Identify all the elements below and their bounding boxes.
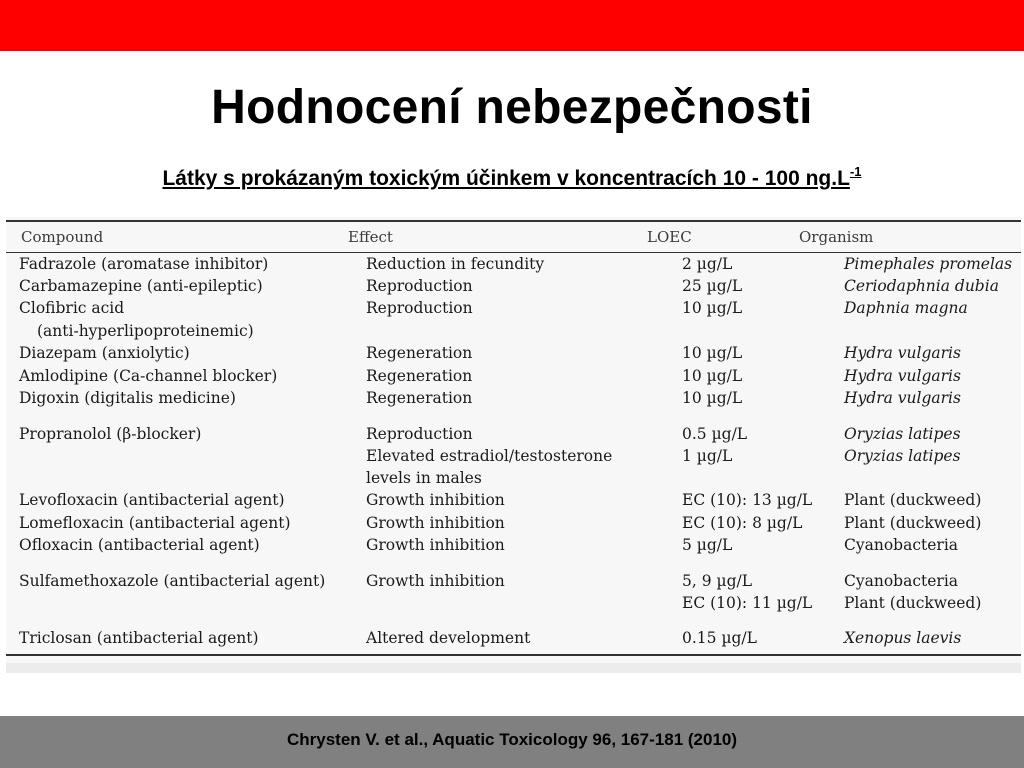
cell-loec: 10 µg/L (682, 344, 743, 362)
header-compound: Compound (21, 228, 104, 246)
cell-effect: Altered development (366, 629, 531, 647)
cell-loec: 10 µg/L (682, 299, 743, 317)
cell-effect: Regeneration (366, 367, 473, 385)
cell-effect: Growth inhibition (366, 536, 505, 554)
cell-effect: Regeneration (366, 389, 473, 407)
cell-organism: Pimephales promelas (844, 255, 1013, 273)
cell-organism: Ceriodaphnia dubia (844, 277, 999, 295)
cell-compound: Carbamazepine (anti-epileptic) (19, 277, 263, 295)
cell-effect: Reduction in fecundity (366, 255, 545, 273)
cell-organism: Plant (duckweed) (844, 594, 982, 612)
cell-organism: Hydra vulgaris (844, 344, 961, 362)
top-accent-bar (0, 0, 1024, 51)
cell-loec: 10 µg/L (682, 389, 743, 407)
cell-effect: Reproduction (366, 277, 473, 295)
header-organism: Organism (799, 228, 874, 246)
cell-effect: Elevated estradiol/testosterone (366, 447, 613, 465)
cell-compound: Digoxin (digitalis medicine) (19, 389, 236, 407)
cell-compound: Clofibric acid (19, 299, 125, 317)
cell-loec: 1 µg/L (682, 447, 733, 465)
subtitle-text: Látky s prokázaným toxickým účinkem v koncentracích 10 - 100 ng.L (162, 167, 850, 190)
cell-loec: EC (10): 13 µg/L (682, 491, 813, 509)
cell-loec: EC (10): 8 µg/L (682, 514, 803, 532)
cell-effect: Growth inhibition (366, 572, 505, 590)
cell-compound: Amlodipine (Ca-channel blocker) (19, 367, 278, 385)
toxicity-table (6, 217, 1021, 673)
table-top-rule (6, 220, 1021, 222)
cell-organism: Cyanobacteria (844, 572, 959, 590)
footer-bar (0, 716, 1024, 768)
cell-compound: Diazepam (anxiolytic) (19, 344, 190, 362)
cell-effect: Reproduction (366, 299, 473, 317)
subtitle-superscript: -1 (849, 164, 862, 179)
table-header-rule (6, 252, 1021, 253)
cell-organism: Xenopus laevis (844, 629, 962, 647)
footer-citation: Chrysten V. et al., Aquatic Toxicology 96, 167-181 (2010) (286, 730, 738, 749)
cell-effect: levels in males (366, 469, 482, 487)
header-effect: Effect (348, 228, 393, 246)
table-bottom-strip (6, 663, 1021, 673)
cell-compound: Triclosan (antibacterial agent) (19, 629, 259, 647)
cell-loec: 5, 9 µg/L (682, 572, 753, 590)
cell-loec: EC (10): 11 µg/L (682, 594, 813, 612)
cell-compound: Sulfamethoxazole (antibacterial agent) (19, 572, 326, 590)
table-bottom-rule (6, 654, 1021, 656)
page-subtitle (0, 166, 1024, 192)
cell-loec: 0.5 µg/L (682, 425, 748, 443)
cell-compound: Levofloxacin (antibacterial agent) (19, 491, 285, 509)
cell-effect: Regeneration (366, 344, 473, 362)
cell-compound: Fadrazole (aromatase inhibitor) (19, 255, 269, 273)
cell-compound: (anti-hyperlipoproteinemic) (37, 322, 254, 340)
cell-effect: Growth inhibition (366, 514, 505, 532)
cell-compound: Propranolol (β-blocker) (19, 425, 202, 443)
cell-loec: 10 µg/L (682, 367, 743, 385)
cell-organism: Hydra vulgaris (844, 389, 961, 407)
cell-organism: Cyanobacteria (844, 536, 959, 554)
cell-organism: Plant (duckweed) (844, 514, 982, 532)
header-loec: LOEC (647, 228, 692, 246)
page-title: Hodnocení nebezpečnosti (211, 81, 813, 134)
cell-loec: 2 µg/L (682, 255, 733, 273)
cell-organism: Oryzias latipes (844, 447, 961, 465)
cell-effect: Reproduction (366, 425, 473, 443)
cell-organism: Plant (duckweed) (844, 491, 982, 509)
cell-loec: 25 µg/L (682, 277, 743, 295)
cell-organism: Daphnia magna (844, 299, 968, 317)
cell-loec: 5 µg/L (682, 536, 733, 554)
cell-compound: Lomefloxacin (antibacterial agent) (19, 514, 291, 532)
cell-compound: Ofloxacin (antibacterial agent) (19, 536, 260, 554)
cell-organism: Oryzias latipes (844, 425, 961, 443)
cell-loec: 0.15 µg/L (682, 629, 757, 647)
cell-effect: Growth inhibition (366, 491, 505, 509)
cell-organism: Hydra vulgaris (844, 367, 961, 385)
